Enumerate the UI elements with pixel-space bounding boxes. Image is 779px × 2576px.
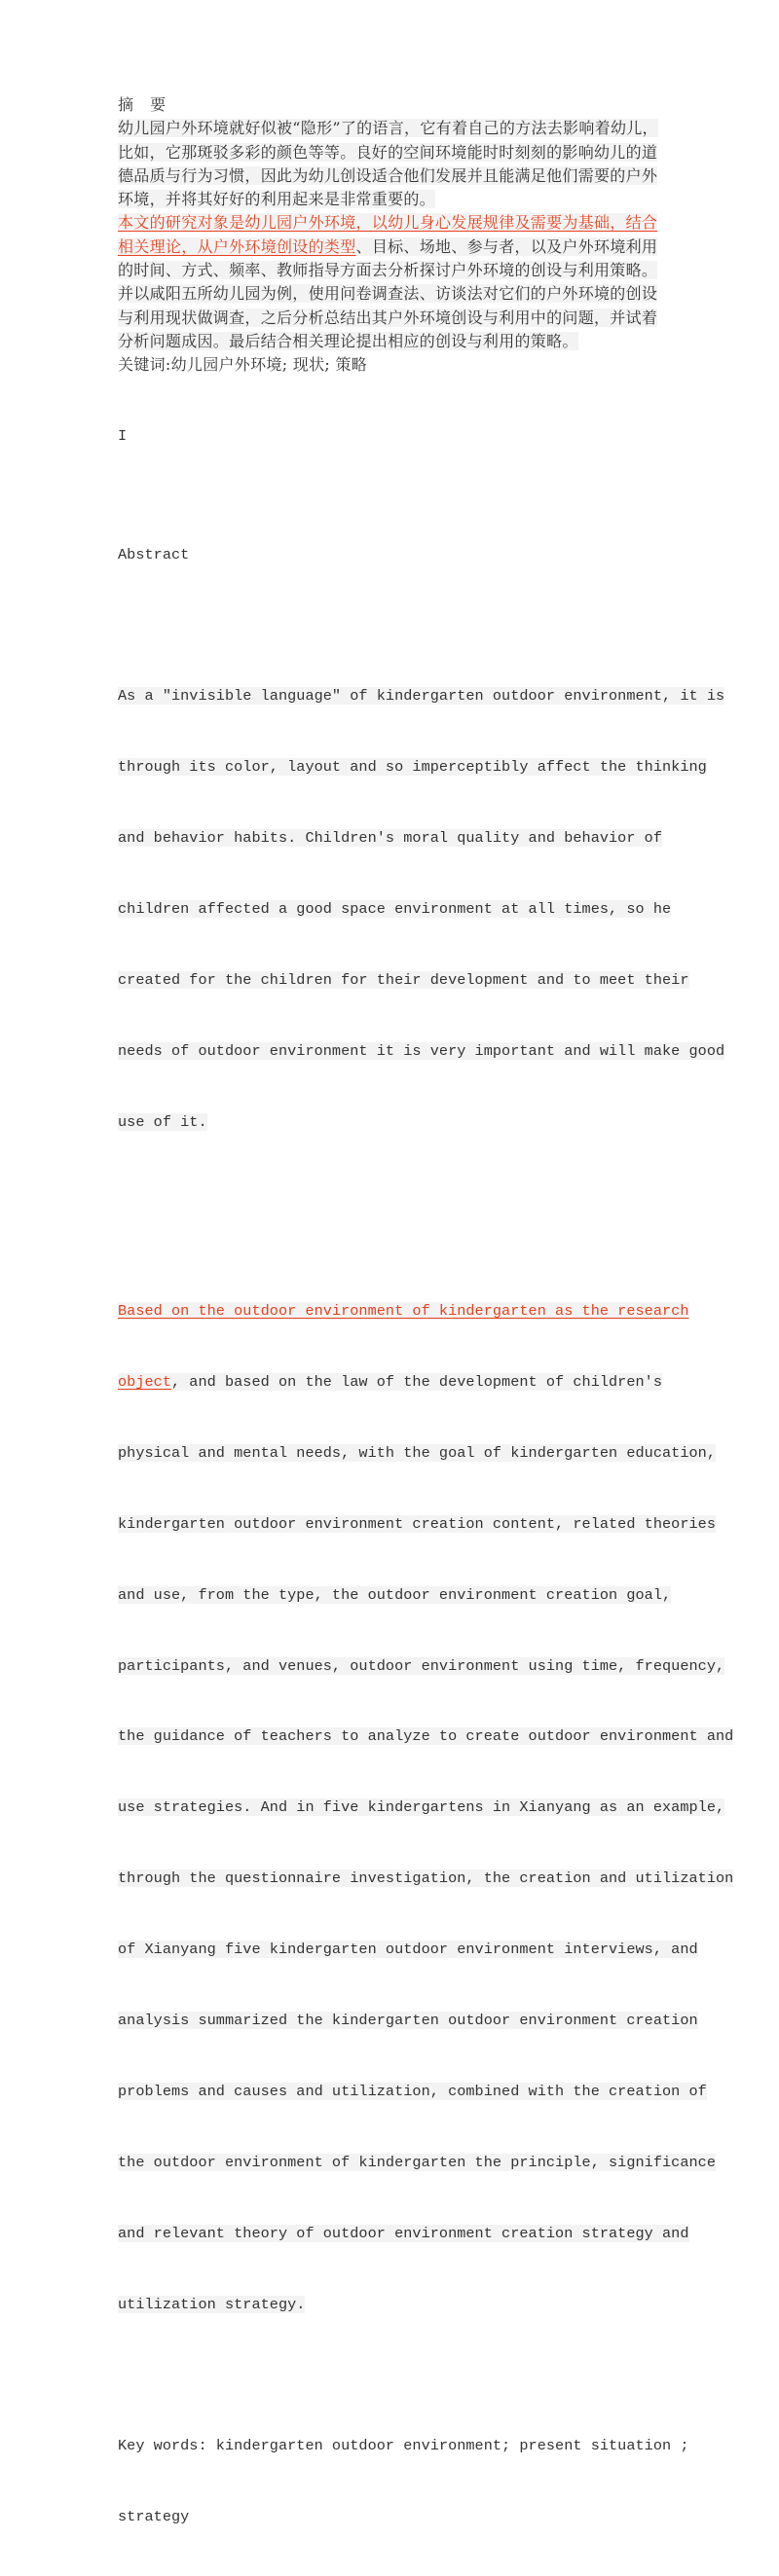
abstract-en-p2-line: utilization strategy. — [118, 2295, 306, 2313]
abstract-en-research-object-link-cont: object — [118, 1373, 171, 1392]
abstract-zh-section — [118, 93, 663, 378]
abstract-en-keywords-cont: strategy — [118, 2508, 190, 2526]
abstract-en-research-object-link: Based on the outdoor environment of kindergarten as the research — [118, 1302, 689, 1321]
abstract-en-p2-line: the outdoor environment of kindergarten the principle, significance — [118, 2153, 716, 2171]
abstract-en-p1-line: use of it. — [118, 1112, 207, 1131]
abstract-en-p2-line: through the questionnaire investigation, the creation and utilization — [118, 1869, 734, 1888]
abstract-en-p1-line: needs of outdoor environment it is very important and will make good — [118, 1041, 725, 1060]
abstract-zh-research-object-link-cont: 相关理论，从户外环境创设的类型 — [118, 236, 356, 256]
abstract-en-p1-line: through its color, layout and so imperceptibly affect the thinking — [118, 758, 707, 777]
abstract-en-paragraph-1 — [118, 637, 725, 1181]
abstract-en-p2-line: and relevant theory of outdoor environment creation strategy and — [118, 2224, 689, 2242]
abstract-zh-p1-line: 环境，并将其好好的利用起来是非常重要的。 — [118, 190, 436, 209]
abstract-zh-p1-line: 德品质与行为习惯，因此为幼儿创设适合他们发展并且能满足他们需要的户外 — [118, 165, 658, 185]
abstract-en-p2-line: , and based on the law of the development of children's — [170, 1373, 663, 1392]
abstract-zh-p2-line: 的时间、方式、频率、教师指导方面去分析探讨户外环境的创设与利用策略。 — [118, 261, 658, 280]
abstract-zh-p2-line: 分析问题成因。最后结合相关理论提出相应的创设与利用的策略。 — [118, 331, 578, 350]
abstract-zh-p2-line: 、目标、场地、参与者，以及户外环境利用 — [355, 236, 658, 256]
abstract-en-paragraph-2 — [118, 1252, 734, 2364]
abstract-zh-title: 摘 要 — [118, 95, 172, 114]
abstract-zh-paragraph-1 — [118, 117, 663, 211]
abstract-zh-p2-line: 与利用现状做调查，之后分析总结出其户外环境创设与利用中的问题，并试着 — [118, 308, 658, 327]
abstract-en-p2-line: of Xianyang five kindergarten outdoor environment interviews, and — [118, 1941, 698, 1959]
abstract-en-title: Abstract — [118, 545, 190, 563]
abstract-en-keywords: Key words: kindergarten outdoor environment; present situation ; — [118, 2437, 689, 2455]
abstract-zh-paragraph-2 — [118, 211, 663, 353]
page-number-row — [118, 378, 663, 495]
abstract-en-p2-line: physical and mental needs, with the goal of kindergarten education, — [118, 1443, 716, 1462]
abstract-zh-p1-line: 幼儿园户外环境就好似被“隐形”了的语言，它有着自己的方法去影响着幼儿， — [118, 119, 658, 138]
abstract-en-p1-line: and behavior habits. Children's moral quality and behavior of — [118, 829, 663, 848]
abstract-zh-p1-line: 比如，它那斑驳多彩的颜色等等。良好的空间环境能时时刻刻的影响幼儿的道 — [118, 142, 658, 162]
abstract-en-p1-line: children affected a good space environment at all times, so he — [118, 900, 672, 919]
abstract-en-p2-line: the guidance of teachers to analyze to create outdoor environment and — [118, 1727, 734, 1746]
abstract-en-p2-line: problems and causes and utilization, combined with the creation of — [118, 2082, 707, 2100]
document-body — [118, 93, 734, 2576]
abstract-en-p2-line: use strategies. And in five kindergartens in Xianyang as an example, — [118, 1798, 725, 1817]
abstract-en-section — [118, 495, 734, 2576]
abstract-en-p2-line: kindergarten outdoor environment creation content, related theories — [118, 1514, 716, 1533]
abstract-zh-p2-line: 并以咸阳五所幼儿园为例，使用问卷调查法、访谈法对它们的户外环境的创设 — [118, 284, 658, 304]
abstract-en-p1-line: created for the children for their development and to meet their — [118, 970, 689, 989]
abstract-en-p1-line: As a "invisible language" of kindergarten outdoor environment, it is — [118, 687, 725, 706]
abstract-en-p2-line: participants, and venues, outdoor environment using time, frequency, — [118, 1656, 725, 1675]
abstract-zh-keywords: 关键词:幼儿园户外环境; 现状; 策略 — [118, 355, 368, 375]
abstract-zh-research-object-link: 本文的研究对象是幼儿园户外环境，以幼儿身心发展规律及需要为基础，结合 — [118, 213, 658, 233]
abstract-en-p2-line: and use, from the type, the outdoor environment creation goal, — [118, 1585, 672, 1604]
abstract-en-p2-line: analysis summarized the kindergarten outdoor environment creation — [118, 2012, 698, 2030]
page-number: I — [118, 427, 128, 446]
